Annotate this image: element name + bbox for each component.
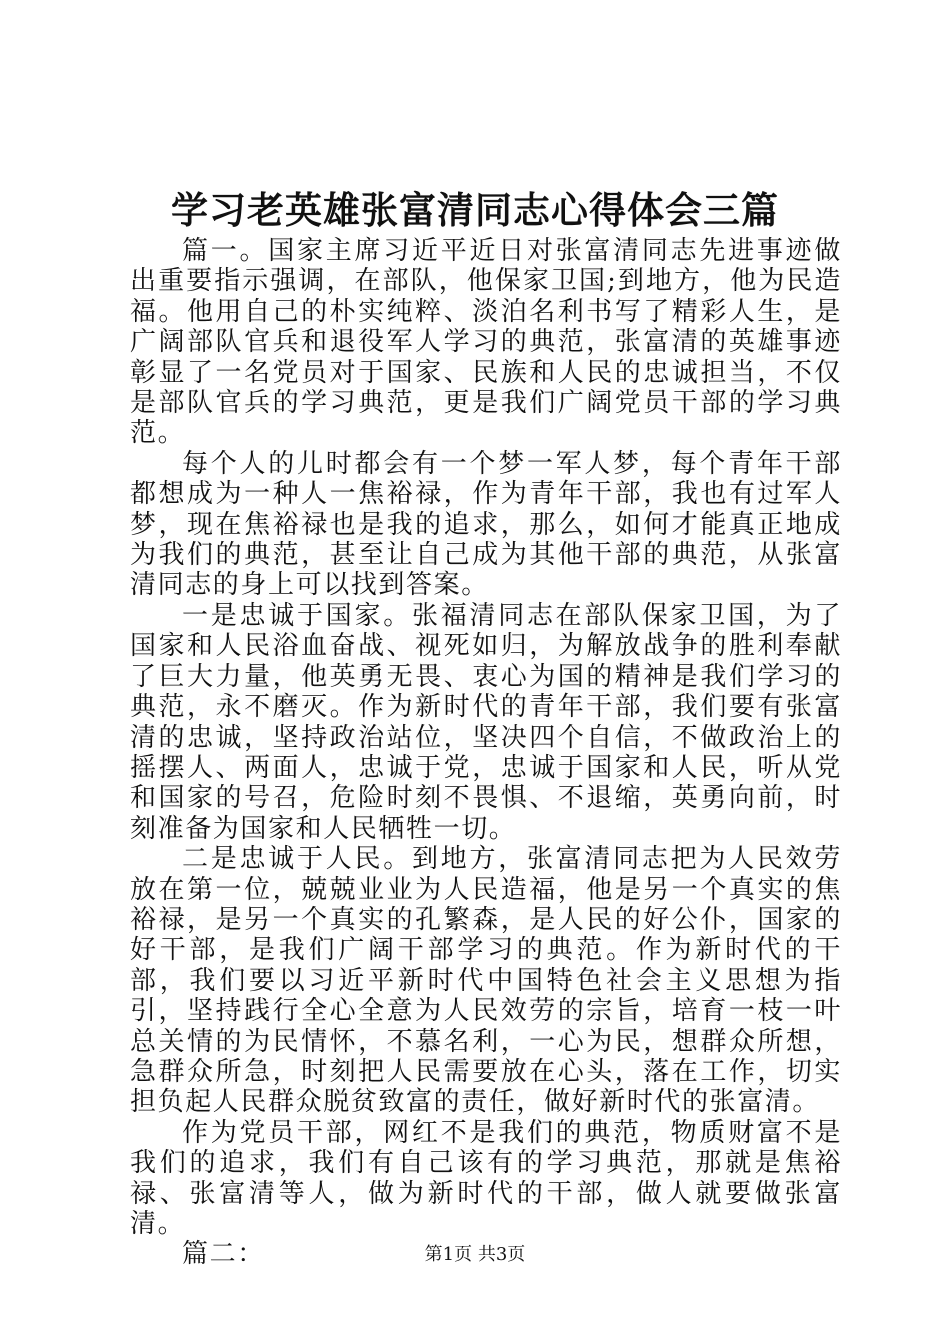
paragraph-6: 篇二： xyxy=(182,1239,265,1270)
page-footer: 第1页 共3页 xyxy=(424,1244,526,1265)
paragraph-3: 一是忠诚于国家。张福清同志在部队保家卫国，为了国家和人民浴血奋战、视死如归，为解放战争的胜利奉献了巨大力量，他英勇无畏、衷心为国的精神是我们学习的典范，永不磨灭。作为新时代的青年干部，我们要有张富清的忠诚，坚持政治站位，坚决四个自信，不做政治上的摇摆人、两面人，忠诚于党，忠诚于国家和人民，听从党和国家的号召，危险时刻不畏惧、不退缩，英勇向前，时刻准备为国家和人民牺牲一切。 xyxy=(130,600,842,844)
paragraph-2: 每个人的儿时都会有一个梦一军人梦，每个青年干部都想成为一种人一焦裕禄，作为青年干部，我也有过军人梦，现在焦裕禄也是我的追求，那么，如何才能真正地成为我们的典范，甚至让自己成为其他干部的典范，从张富清同志的身上可以找到答案。 xyxy=(130,448,842,601)
document-body xyxy=(130,236,842,1270)
paragraph-5: 作为党员干部，网红不是我们的典范，物质财富不是我们的追求，我们有自己该有的学习典范，那就是焦裕禄、张富清等人，做为新时代的干部，做人就要做张富清。 xyxy=(130,1117,842,1239)
paragraph-1: 篇一。国家主席习近平近日对张富清同志先进事迹做出重要指示强调，在部队，他保家卫国;到地方，他为民造福。他用自己的朴实纯粹、淡泊名利书写了精彩人生，是广阔部队官兵和退役军人学习的典范，张富清的英雄事迹彰显了一名党员对于国家、民族和人民的忠诚担当，不仅是部队官兵的学习典范，更是我们广阔党员干部的学习典范。 xyxy=(130,236,842,449)
document-title: 学习老英雄张富清同志心得体会三篇 xyxy=(171,188,779,232)
paragraph-4: 二是忠诚于人民。到地方，张富清同志把为人民效劳放在第一位，兢兢业业为人民造福，他是另一个真实的焦裕禄，是另一个真实的孔繁森，是人民的好公仆，国家的好干部，是我们广阔干部学习的典范。作为新时代的干部，我们要以习近平新时代中国特色社会主义思想为指引，坚持践行全心全意为人民效劳的宗旨，培育一枝一叶总关情的为民情怀，不慕名利，一心为民，想群众所想，急群众所急，时刻把人民需要放在心头，落在工作，切实担负起人民群众脱贫致富的责任，做好新时代的张富清。 xyxy=(130,844,842,1118)
